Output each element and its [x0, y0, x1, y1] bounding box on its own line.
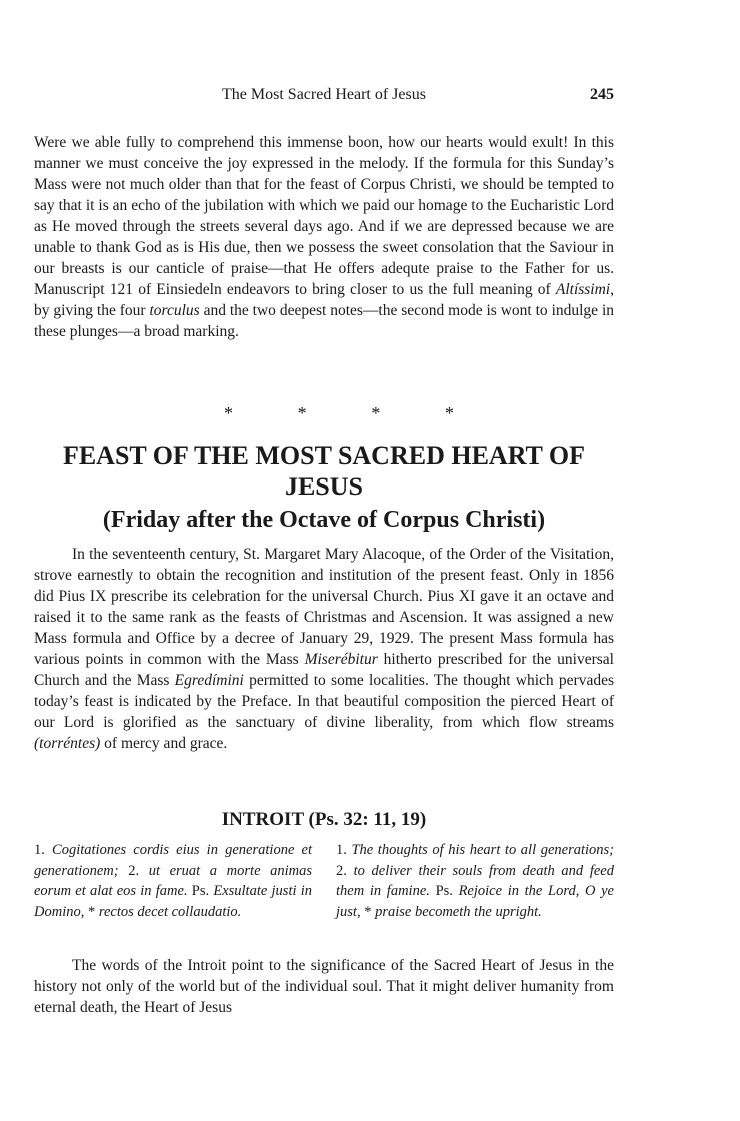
term-torrentes: (torréntes)	[34, 735, 101, 752]
latin-psalm-1: Exsultate justi in Domino,	[34, 883, 312, 920]
verse-number: 2.	[128, 862, 149, 879]
separator-star: *	[297, 403, 307, 423]
para2-text-2: hitherto prescribed for the universal Church and the Mass	[34, 651, 614, 689]
english-psalm-1: Rejoice in the Lord, O ye just,	[336, 883, 614, 920]
feast-title-line-2: JESUS	[284, 472, 364, 501]
english-verse-2: to deliver their souls from death and feed them in famine.	[336, 862, 614, 899]
english-psalm-2: praise becometh the upright.	[375, 903, 542, 920]
separator-star: *	[224, 403, 233, 423]
para2-text-1: In the seventeenth century, St. Margaret Mary Alacoque, of the Order of the Visitation, strove earnestly to obtain the recognition and institution of the present feast. Only in 1856 did Pius IX prescribe its celebration for the universal Church. Pius XI gave it an octave and raised it to the same rank as the feasts of Christmas and Ascension. It was assigned a new Mass formula and Office by a decree of January 29, 1929. The present Mass formula has various points in common with the Mass	[34, 546, 614, 668]
introit-commentary-paragraph: The words of the Introit point to the significance of the Sacred Heart of Jesus in the history not only of the world but of the individual soul. That it might deliver humanity from eternal death, the Heart of Jesus	[34, 957, 614, 1016]
feast-title	[34, 440, 614, 502]
verse-number: 1.	[336, 842, 352, 858]
term-miserebitur: Miserébitur	[304, 651, 378, 668]
para2-text-3: permitted to some localities. The thought which pervades today’s feast is indicated by the Preface. In that beautiful composition the pierced Heart of our Lord is glorified as the sanctuary of divine liberality, from which flow streams	[34, 672, 614, 731]
para1-text-2: , by giving the four	[34, 281, 614, 319]
term-torculus: torculus	[149, 302, 200, 319]
para1-text-3: and the two deepest notes—the second mode is wont to indulge in these plunges—a broad marking.	[34, 302, 615, 340]
separator-star: *	[371, 403, 381, 423]
term-altissimi: Altíssimi	[555, 281, 611, 298]
feast-title-line-1: FEAST OF THE MOST SACRED HEART OF	[62, 441, 586, 470]
separator-star: *	[444, 403, 454, 423]
latin-psalm-2: rectos decet collaudatio.	[98, 903, 242, 920]
page-number: 245	[590, 86, 614, 103]
introit-english	[336, 840, 614, 922]
latin-verse-1: Cogitationes cordis eius in generatione et generationem;	[34, 842, 312, 879]
verse-number: 2.	[336, 862, 354, 879]
introit-heading: INTROIT (Ps. 32: 11, 19)	[221, 809, 427, 830]
feast-introduction-paragraph	[34, 544, 614, 754]
feast-subtitle: (Friday after the Octave of Corpus Christi)	[102, 507, 546, 533]
term-egredimini: Egredímini	[174, 672, 244, 689]
psalm-marker: Ps.	[435, 883, 459, 899]
latin-verse-2: ut eruat a morte animas eorum et alat eos in fame.	[34, 862, 313, 899]
asterisk: *	[87, 903, 99, 920]
running-head	[34, 86, 614, 108]
paragraph-continued	[34, 132, 614, 342]
asterisk: *	[364, 903, 376, 920]
introit-latin	[34, 840, 312, 922]
para1-text-1: Were we able fully to comprehend this immense boon, how our hearts would exult! In this manner we must conceive the joy expressed in the melody. If the formula for this Sunday’s Mass were not much older than that for the feast of Corpus Christi, we should be tempted to say that it is an echo of the jubilation with which we paid our homage to the Eucharistic Lord as He moved through the streets several days ago. And if we are depressed because we are unable to thank God as is His due, then we possess the sweet consolation that the Saviour in our breasts is our canticle of praise—that He offers adequte praise to the Father for us. Manuscript 121 of Einsiedeln endeavors to bring closer to us the full meaning of	[34, 134, 614, 298]
english-verse-1: The thoughts of his heart to all generations;	[351, 842, 614, 858]
verse-number: 1.	[34, 842, 53, 858]
para2-text-4: of mercy and grace.	[100, 735, 228, 752]
section-separator	[224, 403, 454, 424]
running-head-title: The Most Sacred Heart of Jesus	[222, 86, 426, 103]
psalm-marker: Ps.	[191, 883, 214, 899]
